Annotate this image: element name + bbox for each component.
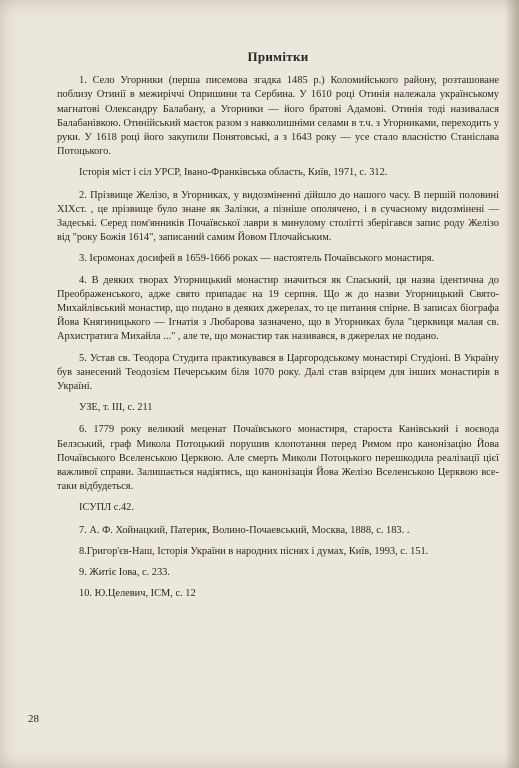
notes-section bbox=[57, 50, 499, 609]
note-8: 8.Григор'єв-Наш, Історія України в народних піснях і думах, Київ, 1993, с. 151. bbox=[79, 545, 429, 557]
note-1: 1. Село Угорники (перша писемова згадка 1485 р.) Коломийського району, розташоване поблизу Отинії в межиріччі Опришини та Сербина. У 1610 році Отинія належала українському магнатові Олександру Балабану, а Угорники — його братові Адамові. Отинія тоді називалася Балабанівкою. Отинійський маєток разом з навколишніми селами в т.ч. з Угорниками, переходить у руки. У 1618 році його закупили Понятовські, а з 1643 року — усе стало власністю Станіслава Потоцького. bbox=[57, 75, 499, 158]
note-2: 2. Прізвище Желізо, в Угорниках, у видозміненні дійшло до нашого часу. В першій половині XIXст. , це прізвище було знане як Залізки, а пізніше ополячено, і в сучасному видозмінені — Задеські. Серед пом'янників Почаївської лаври в минулому столітті зберігався запис роду Желізо від "року Божія 1614", записаний самим Йовом Плочайським. bbox=[57, 189, 499, 244]
note-10: 10. Ю.Целевич, ІСМ, с. 12 bbox=[79, 588, 196, 600]
note-9: 9. Житіє Іова, с. 233. bbox=[79, 567, 170, 579]
note-6-source: ІСУПЛ с.42. bbox=[79, 502, 134, 514]
note-1-source: Історія міст і сіл УРСР, Івано-Франківська область, Київ, 1971, с. 312. bbox=[79, 167, 388, 179]
page-edge-shadow bbox=[505, 0, 519, 768]
note-5-source: УЗЕ, т. III, с. 211 bbox=[79, 402, 153, 414]
note-7: 7. А. Ф. Хойнацкий, Патерик, Волино-Почаевський, Москва, 1888, с. 183. . bbox=[79, 524, 410, 536]
note-3: 3. Ієромонах досифей в 1659-1666 роках — настоятель Почаївського монастиря. bbox=[79, 253, 435, 265]
page-number: 28 bbox=[28, 713, 39, 725]
page-title: Примітки bbox=[247, 49, 309, 64]
note-5: 5. Устав св. Теодора Студита практикувався в Царгородському монастирі Студіоні. В Україну був занесений Теодозієм Печерським біля 1070 року. Далі став взірцем для інших монастирів в Україні. bbox=[57, 352, 499, 393]
note-6: 6. 1779 року великий меценат Почаївського монастиря, староста Канівський і воєвода Белзський, граф Микола Потоцький порушив клопотання перед Римом про канонізацію Йова Почаївського Вселенською Церквою. Але смерть Миколи Потоцького перешкодила реалізації цієї важливої справи. Залишається надіятись, що канонізація Йова Желізо Вселенською Церквою все-таки відбудеться. bbox=[57, 424, 499, 493]
note-4: 4. В деяких творах Угорницький монастир значиться як Спаський, ця назва ідентична до Преображенського, адже свято припадає на 19 серпня. Що ж до назви Угорницький Свято-Михайлівський монастир, що подано в деяких джерелах, то це питання спірне. В записах біографа Йова Княгиницького — Ігнатія з Любарова зазначено, що в Угорниках була "церквиця малая св. Архистратига Михайла ..." , але те, що монастир так називався, в джерелах не подано. bbox=[57, 274, 499, 343]
